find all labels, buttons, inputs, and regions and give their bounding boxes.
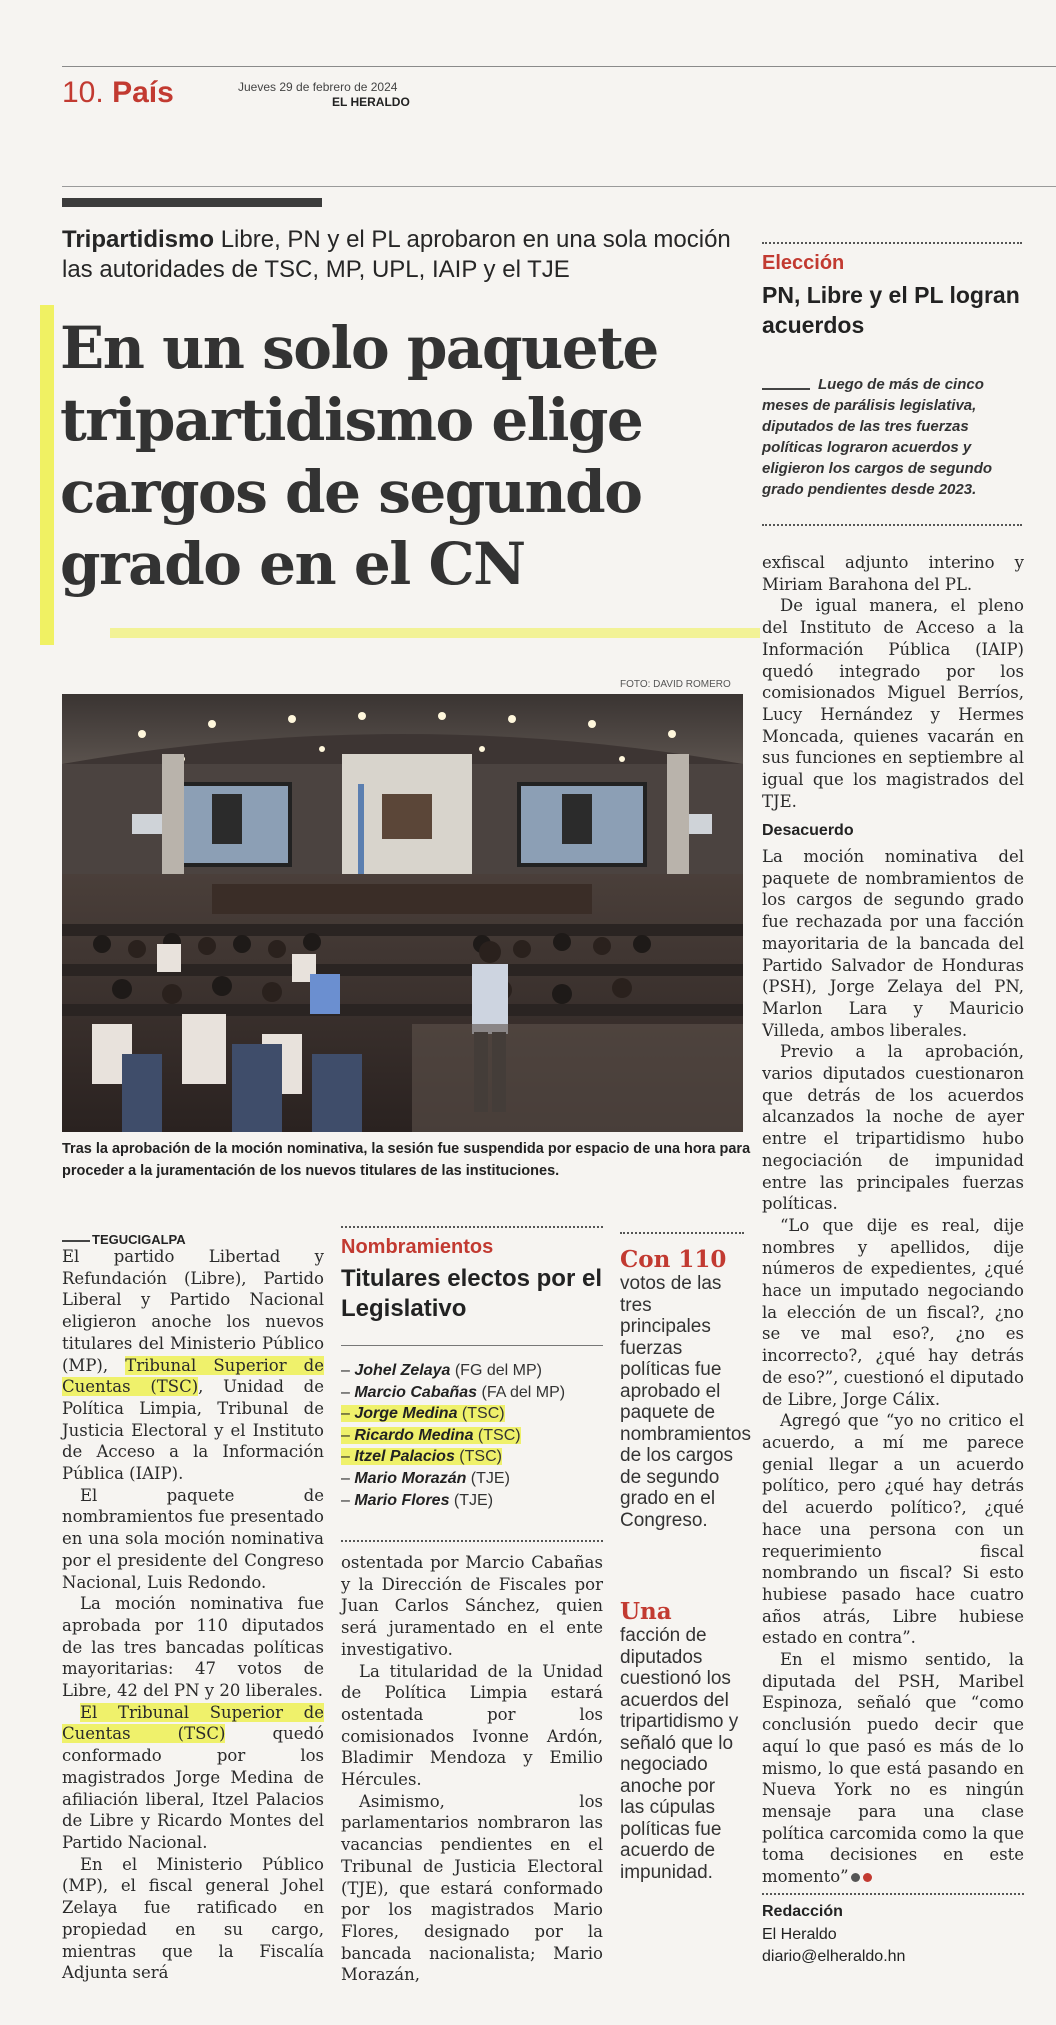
paragraph: La moción nominativa del paquete de nombramientos de los cargos de segundo grado fue rechazada por una facción mayoritaria de la bancada del Partido Salvador de Honduras (PSH), Jorge Zelaya del PN, Marlon Lara y Mauricio Villeda, ambos liberales. xyxy=(762,847,1024,1040)
list-item: – Itzel Palacios (TSC) xyxy=(341,1448,502,1466)
paragraph: El paquete de nombramientos fue presentado en una sola moción nominativa por el presidente del Congreso Nacional, Luis Redondo. xyxy=(62,1485,324,1592)
sidebar-kicker: Elección xyxy=(762,252,845,274)
paragraph: El Tribunal Superior de Cuentas (TSC) quedó conformado por los magistrados Jorge Medina de afiliación liberal, Itzel Palacios de Libre y Ricardo Montes del Partido Nacional. xyxy=(62,1702,324,1852)
facts-divider xyxy=(620,1232,744,1234)
dateline: TEGUCIGALPA xyxy=(92,1232,186,1247)
paragraph: “Lo que dije es real, dije nombres y apellidos, dije números de expedientes, ¿qué hace un imputado negociando la elección de un fiscal?, ¿no se ve mal eso?, ¿no es incorrecto?, ¿qué hay detrás de eso?”, cuestionó el diputado de Libre, Jorge Cálix. xyxy=(762,1215,1024,1409)
sidebar-lead: Luego de más de cinco meses de parálisis legislativa, diputados de las tres fuerzas políticas lograron acuerdos y eligieron los cargos de segundo grado pendientes desde 2023. xyxy=(762,376,993,498)
box-rule xyxy=(341,1345,603,1346)
list-item: – Jorge Medina (TSC) xyxy=(341,1405,505,1423)
subhead-desacuerdo: Desacuerdo xyxy=(762,822,854,839)
dateline-rule xyxy=(62,1240,90,1242)
nombramientos-kicker: Nombramientos xyxy=(341,1236,494,1258)
page-number: 10. País xyxy=(62,76,174,109)
list-item: – Marcio Cabañas (FA del MP) xyxy=(341,1383,566,1401)
paragraph: exfiscal adjunto interino y Miriam Barahona del PL. xyxy=(762,553,1024,594)
paragraph: El partido Libertad y Refundación (Libre), Partido Liberal y Partido Nacional eligieron anoche los nuevos titulares del Ministerio Público (MP), Tribunal Superior de Cuentas (TSC), Unidad de Política Limpia, Tribunal de Justicia Electoral y el Instituto de Acceso a la Información Pública (IAIP). xyxy=(62,1247,324,1484)
signoff-label: Redacción xyxy=(762,1903,843,1920)
photo-caption: Tras la aprobación de la moción nominativa, la sesión fue suspendida por espacio de una hora para proceder a la juramentación de los nuevos titulares de las instituciones. xyxy=(62,1141,751,1179)
paragraph: La moción nominativa fue aprobada por 110 diputados de las tres bancadas políticas mayoritarias: 47 votos de Libre, 42 del PN y 20 liberales. xyxy=(62,1594,324,1701)
fact-number: Con 110 xyxy=(620,1246,727,1273)
congress-session-photo xyxy=(62,694,743,1132)
sidebar-divider xyxy=(762,242,1022,244)
highlighter-mark xyxy=(40,305,54,645)
signoff-name: El Heraldo xyxy=(762,1926,837,1943)
top-rule xyxy=(62,66,1056,67)
article-deck xyxy=(62,225,752,285)
signoff-email: diario@elheraldo.hn xyxy=(762,1948,906,1965)
nombramientos-title: Titulares electos por el Legislativo xyxy=(341,1265,602,1322)
list-item: – Johel Zelaya (FG del MP) xyxy=(341,1362,542,1379)
highlighted-text: Tribunal Superior de Cuentas (TSC) xyxy=(62,1355,324,1397)
deck-text: Libre, PN y el PL aprobaron en una sola moción las autoridades de TSC, MP, UPL, IAIP y el TJE xyxy=(62,226,731,283)
photo-illustration xyxy=(62,694,743,1132)
box-divider xyxy=(341,1226,603,1228)
list-item: – Mario Morazán (TJE) xyxy=(341,1469,510,1487)
deck-kicker: Tripartidismo xyxy=(62,226,215,253)
right-column-top xyxy=(762,552,1024,812)
header-rule xyxy=(62,186,1056,187)
list-item: – Ricardo Medina (TSC) xyxy=(341,1426,521,1444)
fact-text: votos de las tres principales fuerzas políticas fue aprobado el paquete de nombramientos de los cargos de segundo grado en el Congreso. xyxy=(620,1273,751,1531)
section-name: País xyxy=(112,76,174,109)
paragraph: Asimismo, los parlamentarios nombraron las vacancias pendientes en el Tribunal de Justicia Electoral (TJE), que estará conformado por los magistrados Mario Flores, designado por la bancada nacionalista; Mario Morazán, xyxy=(341,1791,603,1985)
paragraph: De igual manera, el pleno del Instituto de Acceso a la Información Pública (IAIP) quedó integrado por los comisionados Miguel Berríos, Lucy Hernández y Hermes Moncada, quienes vacarán en sus funciones en septiembre al igual que los magistrados del TJE. xyxy=(762,596,1024,811)
signoff-divider xyxy=(762,1893,1024,1895)
headline: En un solo paquete tripartidismo elige cargos de segundo grado en el CN xyxy=(60,314,658,598)
photo-credit: FOTO: DAVID ROMERO xyxy=(620,679,731,690)
issue-date: Jueves 29 de febrero de 2024 xyxy=(238,80,398,94)
paragraph: En el Ministerio Público (MP), el fiscal general Johel Zelaya fue ratificado en propiedad en su cargo, mientras que la Fiscalía Adjunta será xyxy=(62,1854,324,1983)
end-mark-icon xyxy=(851,1873,860,1882)
highlighter-underline xyxy=(110,628,760,638)
list-item: – Mario Flores (TJE) xyxy=(341,1491,494,1509)
paragraph: En el mismo sentido, la diputada del PSH, Maribel Espinoza, señaló que “como conclusión puedo decir que aquí lo que pasó es más de lo mismo, lo que está pasando en Nueva York no es ningún mensaje para una clase política carcomida como la que toma decisiones en este momento” xyxy=(762,1650,1024,1887)
middle-column xyxy=(341,1552,603,1986)
highlighted-text: El Tribunal Superior de Cuentas (TSC) xyxy=(62,1702,324,1744)
kicker-bar xyxy=(62,198,322,207)
box-divider xyxy=(341,1540,603,1542)
sidebar-title: PN, Libre y el PL logran acuerdos xyxy=(762,282,1020,338)
appointees-list xyxy=(341,1360,603,1511)
end-mark-icon xyxy=(863,1873,872,1882)
paragraph: ostentada por Marcio Cabañas y la Dirección de Fiscales por Juan Carlos Sánchez, quien será juramentado en el ente investigativo. xyxy=(341,1553,603,1659)
paragraph: Previo a la aprobación, varios diputados cuestionaron que detrás de los acuerdos alcanzados la noche de ayer entre el tripartidismo hubo negociación de impunidad entre las principales fuerzas políticas. xyxy=(762,1042,1024,1214)
fact-text: facción de diputados cuestionó los acuerdos del tripartidismo y señaló que lo negociado anoche por las cúpulas políticas fue acuerdo de impunidad. xyxy=(620,1625,739,1883)
fact-box-votes xyxy=(620,1246,751,1531)
right-column-body xyxy=(762,846,1024,1888)
sidebar-divider xyxy=(762,524,1022,526)
fact-number: Una xyxy=(620,1598,672,1625)
fact-box-faction xyxy=(620,1598,744,1883)
paragraph: La titularidad de la Unidad de Política Limpia estará ostentada por los comisionados Ivonne Ardón, Bladimir Mendoza y Emilio Hércules. xyxy=(341,1661,603,1790)
newspaper-name: EL HERALDO xyxy=(332,95,410,109)
left-column xyxy=(62,1246,324,1984)
paragraph: Agregó que “yo no critico el acuerdo, a mí me parece genial llegar a un acuerdo político, pero ¿qué hay detrás del acuerdo político?, ¿qué hace una persona con un requerimiento fiscal nombrando un fiscal? Si esto hubiese pasado hace cuatro años atrás, Libre hubiese estado en contra”. xyxy=(762,1411,1024,1648)
